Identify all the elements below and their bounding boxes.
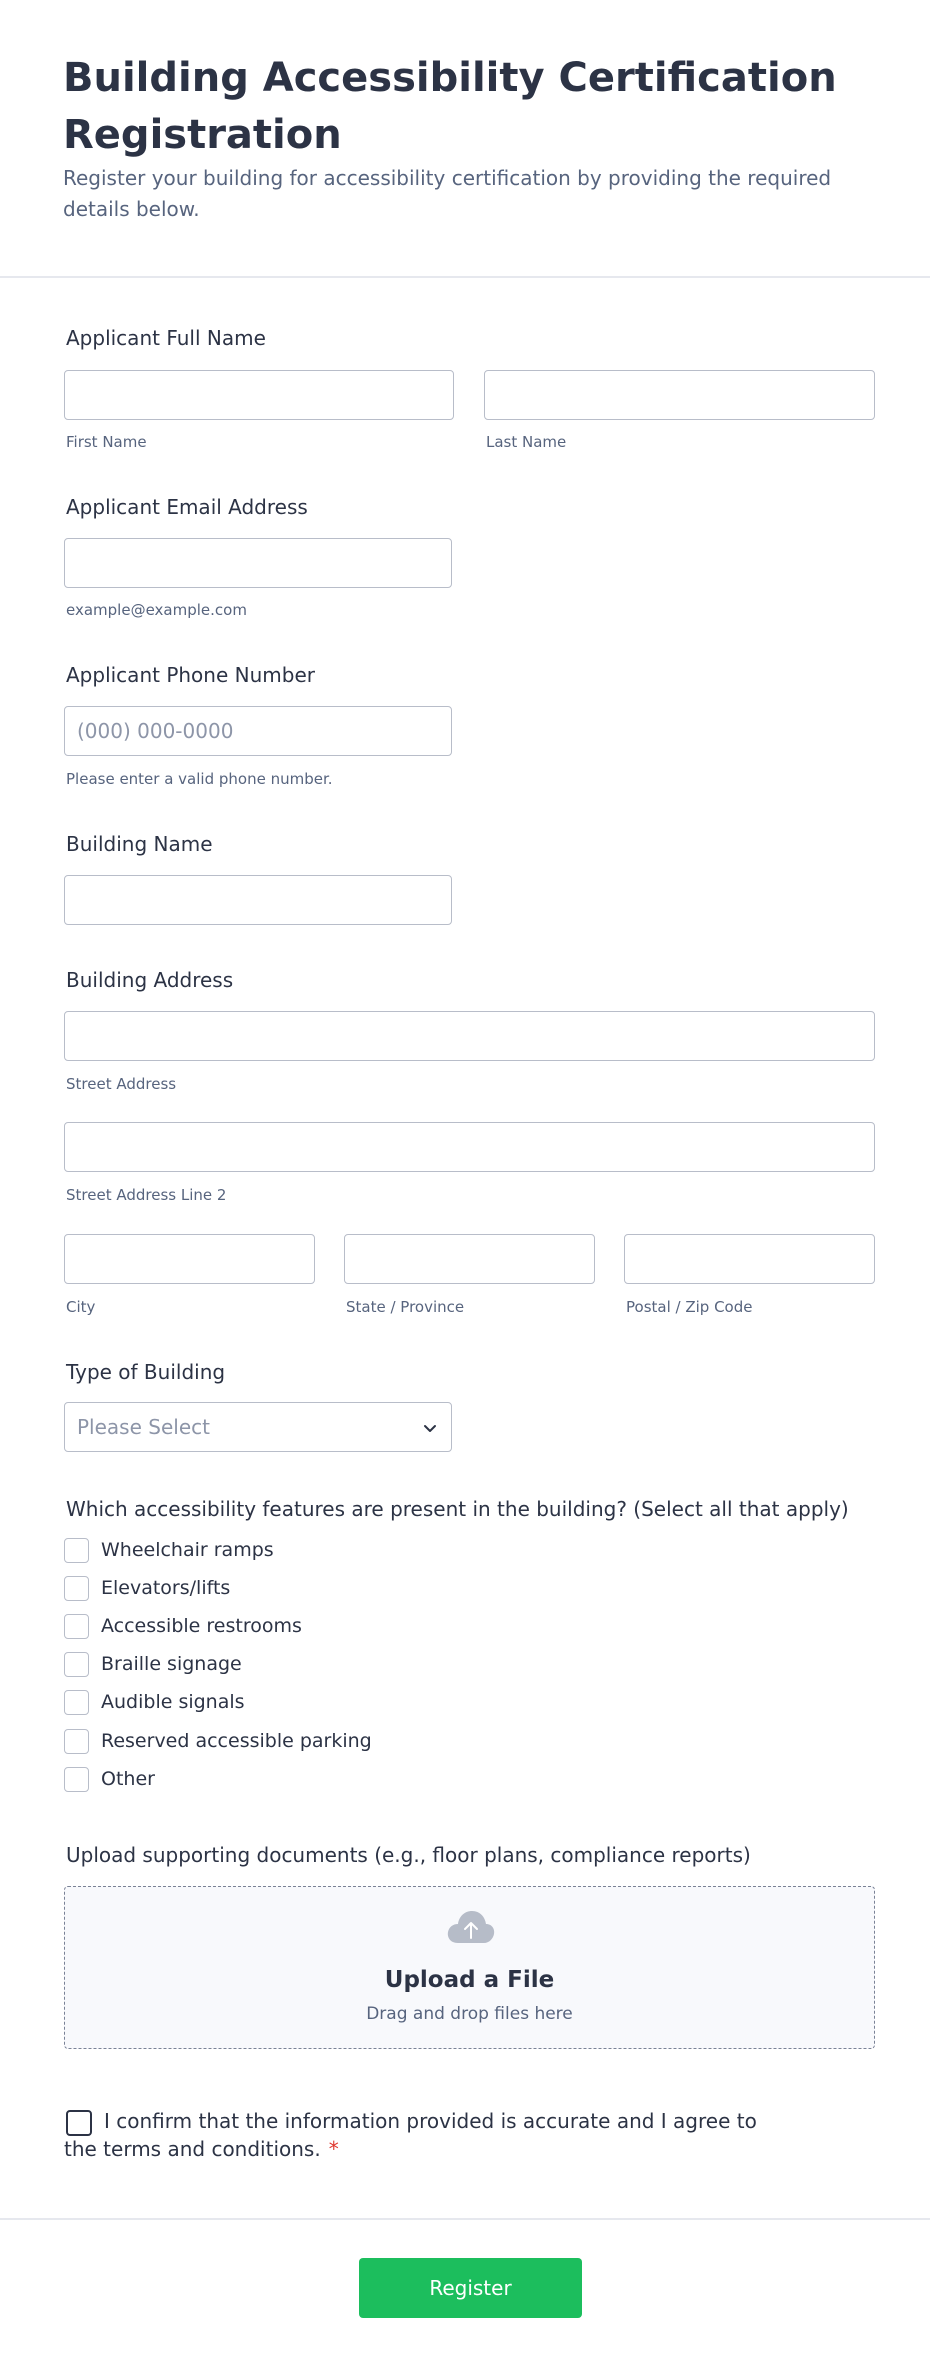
last-name-sublabel: Last Name: [486, 433, 567, 451]
feature-option-label: Braille signage: [101, 1653, 242, 1675]
zip-sublabel: Postal / Zip Code: [626, 1298, 753, 1316]
feature-checkbox[interactable]: [64, 1729, 89, 1754]
street-address-line2-input[interactable]: [64, 1122, 875, 1172]
confirm-text: I confirm that the information provided is accurate and I agree to the terms and conditions.: [64, 2109, 757, 2161]
page-title: Building Accessibility Certification Registration: [63, 55, 837, 158]
email-label: Applicant Email Address: [66, 495, 308, 519]
last-name-input[interactable]: [484, 370, 875, 420]
feature-option-label: Audible signals: [101, 1691, 245, 1713]
building-name-input[interactable]: [64, 875, 452, 925]
phone-label: Applicant Phone Number: [66, 663, 315, 687]
state-input[interactable]: [344, 1234, 595, 1284]
feature-checkbox[interactable]: [64, 1614, 89, 1639]
building-address-label: Building Address: [66, 968, 234, 992]
zip-input[interactable]: [624, 1234, 875, 1284]
street-address-line2-sublabel: Street Address Line 2: [66, 1186, 227, 1204]
building-type-label: Type of Building: [66, 1360, 226, 1384]
state-sublabel: State / Province: [346, 1298, 465, 1316]
city-input[interactable]: [64, 1234, 315, 1284]
first-name-input[interactable]: [64, 370, 454, 420]
city-sublabel: City: [66, 1298, 96, 1316]
feature-option-label: Elevators/lifts: [101, 1577, 231, 1599]
email-input[interactable]: [64, 538, 452, 588]
features-label: Which accessibility features are present in the building? (Select all that apply): [66, 1497, 849, 1521]
feature-option-label: Other: [101, 1768, 155, 1790]
upload-label: Upload supporting documents (e.g., floor plans, compliance reports): [66, 1843, 751, 1867]
phone-sublabel: Please enter a valid phone number.: [66, 770, 333, 788]
full-name-label: Applicant Full Name: [66, 326, 266, 350]
building-type-select[interactable]: [64, 1402, 452, 1452]
upload-subtitle: Drag and drop files here: [366, 2004, 573, 2024]
upload-title: Upload a File: [384, 1967, 555, 1993]
confirm-label: [64, 2107, 784, 2163]
street-address-sublabel: Street Address: [66, 1075, 177, 1093]
feature-checkbox[interactable]: [64, 1767, 89, 1792]
required-mark: *: [328, 2137, 339, 2161]
file-upload-dropzone[interactable]: [64, 1886, 875, 2049]
form-header: [0, 0, 930, 278]
page-subtitle: Register your building for accessibility certification by providing the required details below.: [63, 166, 832, 221]
feature-checkbox[interactable]: [64, 1652, 89, 1677]
first-name-sublabel: First Name: [66, 433, 147, 451]
register-button[interactable]: Register: [359, 2258, 582, 2318]
feature-option-label: Reserved accessible parking: [101, 1730, 372, 1752]
feature-checkbox[interactable]: [64, 1538, 89, 1563]
feature-checkbox[interactable]: [64, 1576, 89, 1601]
street-address-input[interactable]: [64, 1011, 875, 1061]
feature-option-label: Accessible restrooms: [101, 1615, 302, 1637]
phone-input[interactable]: [64, 706, 452, 756]
feature-option-label: Wheelchair ramps: [101, 1539, 274, 1561]
chevron-down-icon: [421, 1419, 439, 1437]
building-type-selected: Please Select: [77, 1415, 210, 1439]
cloud-upload-icon: [446, 1909, 496, 1947]
email-sublabel: example@example.com: [66, 601, 247, 619]
feature-checkbox[interactable]: [64, 1690, 89, 1715]
building-name-label: Building Name: [66, 832, 213, 856]
footer-divider: [0, 2218, 930, 2220]
